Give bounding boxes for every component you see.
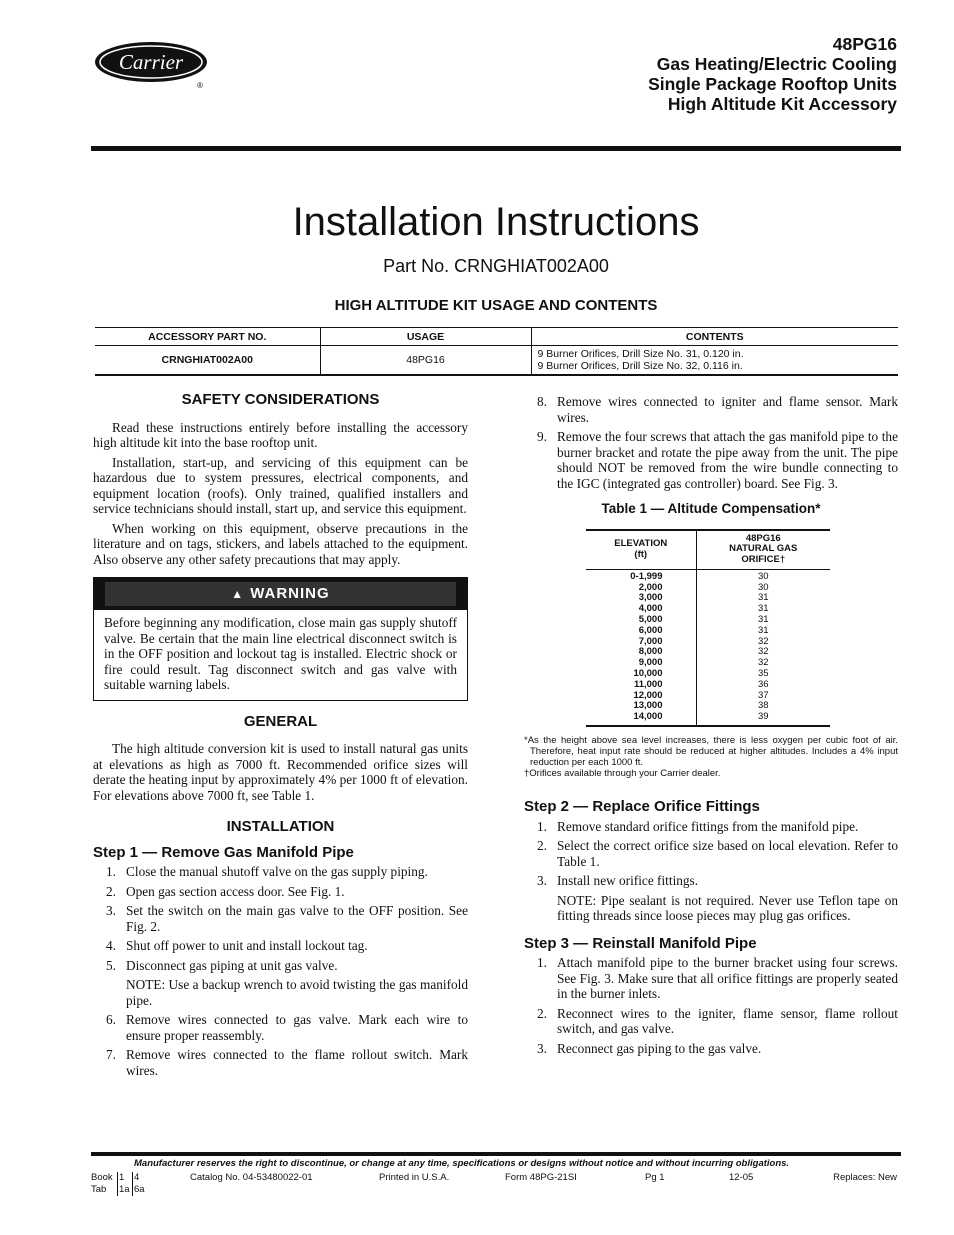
top-rule [91,146,901,151]
book-label: Book [91,1172,113,1183]
footer-divider [132,1172,133,1196]
orifice-value: 35 [757,668,769,680]
kit-table [95,327,898,376]
registered-mark: ® [197,81,203,90]
right-column [524,394,898,1060]
step1-note: NOTE: Use a backup wrench to avoid twisting the gas manifold pipe. [126,977,468,1008]
safety-paragraph: Read these instructions entirely before installing the accessory high altitude kit into the base rooftop unit. [93,419,468,450]
elevation-value: 14,000 [633,711,663,723]
carrier-logo [93,40,213,90]
step2-heading: Step 2 — Replace Orifice Fittings [524,798,760,816]
list-item: 5. Disconnect gas piping at unit gas valve. [106,957,338,973]
page-title: Installation Instructions [292,200,700,244]
step2-note: NOTE: Pipe sealant is not required. Never use Teflon tape on fitting threads since loose pieces may plug gas orifices. [557,892,898,924]
left-column [93,392,468,1082]
replaces: Replaces: New [833,1172,897,1183]
orifice-value: 32 [757,635,769,647]
product-line: High Altitude Kit Accessory [667,94,897,114]
list-item: 6. Remove wires connected to gas valve. Mark each wire to ensure proper reassembly. [106,1012,468,1043]
product-line: Gas Heating/Electric Cooling [656,54,897,74]
orifice-value: 32 [757,646,769,658]
orifice-values [696,569,830,726]
list-item: 2. Open gas section access door. See Fig. 1. [106,883,345,899]
list-item: 3. Set the switch on the main gas valve to the OFF position. See Fig. 2. [106,903,468,934]
contents-line: 9 Burner Orifices, Drill Size No. 32, 0.116 in. [537,359,743,372]
tab-label: Tab [91,1184,107,1195]
step1-list-right [524,394,898,491]
elevation-value: 0-1,999 [630,570,663,582]
orifice-value: 31 [757,603,769,615]
book-2: 4 [134,1172,140,1183]
date: 12-05 [729,1172,754,1183]
book-1: 1 [119,1172,125,1183]
disclaimer: Manufacturer reserves the right to discontinue, or change at any time, specifications or designs without notice and without incurring obligations. [134,1158,790,1169]
warning-triangle-icon: ▲ [231,587,245,601]
elevation-value: 6,000 [638,624,663,636]
elevation-value: 5,000 [638,614,663,626]
list-item: 4. Shut off power to unit and install lockout tag. [106,938,368,953]
orifice-value: 30 [757,581,769,593]
step1-list-cont [93,1012,468,1078]
list-item: 2. Select the correct orifice size based on local elevation. Refer to Table 1. [537,838,898,869]
list-item: 3. Install new orifice fittings. [537,873,699,889]
elevation-values [586,569,696,726]
orifice-value: 31 [757,614,769,626]
tab-2: 6a [134,1184,145,1195]
elevation-value: 8,000 [638,646,663,658]
elevation-header: ELEVATION (ft) [586,530,696,570]
elevation-value: 11,000 [633,678,663,690]
table-row [586,569,830,726]
elevation-value: 13,000 [633,700,663,712]
elevation-value: 12,000 [633,689,663,701]
footnote: †Orifices available through your Carrier dealer. [524,768,721,780]
orifice-value: 31 [757,592,769,604]
contents-line: 9 Burner Orifices, Drill Size No. 31, 0.120 in. [537,347,744,360]
orifice-value: 37 [757,689,769,701]
general-heading: GENERAL [243,712,318,730]
elevation-value: 9,000 [638,657,663,669]
tab-1: 1a [119,1184,130,1195]
step2-list [524,819,898,889]
elevation-value: 4,000 [638,603,663,615]
general-paragraph: The high altitude conversion kit is used to install natural gas units at elevations as high as 7000 ft. Recommended orifice sizes will derate the heating input by approximately 4% per 1000 ft of elevation. For elevations above 7000 ft, see Table 1. [93,741,468,803]
altitude-table [586,529,830,728]
elevation-value: 2,000 [638,581,663,593]
kit-heading: HIGH ALTITUDE KIT USAGE AND CONTENTS [334,297,658,314]
warning-box [93,577,468,701]
kit-table-header [95,328,898,346]
list-item: 3. Reconnect gas piping to the gas valve. [537,1040,762,1056]
footer-divider [117,1172,118,1196]
printed-in: Printed in U.S.A. [379,1172,450,1183]
header-accessory-part: ACCESSORY PART NO. [95,328,320,346]
product-line: Single Package Rooftop Units [648,74,897,94]
installation-heading: INSTALLATION [226,818,335,835]
form-number: Form 48PG-21SI [505,1172,577,1183]
page-number: Pg 1 [645,1172,665,1183]
header-contents: CONTENTS [531,328,898,346]
list-item: 7. Remove wires connected to the flame rollout switch. Mark wires. [106,1047,468,1078]
warning-header [94,578,467,610]
orifice-value: 39 [757,711,769,723]
bottom-rule [91,1152,901,1156]
safety-paragraph: Installation, start-up, and servicing of this equipment can be hazardous due to system pressures, electrical components, and equipment location (roofs). Only trained, qualified installers and service technicians should install, start up, and service this equipment. [93,454,468,516]
safety-heading: SAFETY CONSIDERATIONS [181,391,380,408]
step3-list [524,955,898,1056]
kit-usage: 48PG16 [320,346,531,375]
header-usage: USAGE [320,328,531,346]
orifice-value: 30 [757,570,769,582]
step1-list [93,864,468,973]
elevation-value: 7,000 [638,635,663,647]
step1-heading: Step 1 — Remove Gas Manifold Pipe [93,843,354,861]
orifice-value: 32 [757,657,769,669]
list-item: 2. Reconnect wires to the igniter, flame sensor, flame rollout switch, and gas valve. [537,1005,898,1037]
part-number: Part No. CRNGHIAT002A00 [383,256,609,276]
safety-paragraph: When working on this equipment, observe precautions in the literature and on tags, stickers, and labels attached to the equipment. Also observe any other safety precautions that may apply. [93,520,468,567]
product-line: 48PG16 [832,34,897,54]
orifice-value: 31 [757,624,769,636]
list-item: 1. Remove standard orifice fittings from the manifold pipe. [537,818,859,834]
logo-text: Carrier [118,50,184,74]
elevation-value: 10,000 [633,668,663,680]
orifice-value: 38 [757,700,769,712]
kit-part: CRNGHIAT002A00 [95,346,320,375]
warning-text: Before beginning any modification, close main gas supply shutoff valve. Be certain that the main line electrical disconnect switch is in the OFF position and lockout tag is installed. Electric shock or fire could result. Tag disconnect switch and gas valve with suitable warning labels. [104,615,457,692]
step3-heading: Step 3 — Reinstall Manifold Pipe [524,934,757,952]
warning-label: WARNING [250,585,330,602]
list-item: 1. Attach manifold pipe to the burner bracket using four screws. See Fig. 3. Make sure that all orifice fittings are properly seated in the burner inlets. [537,955,898,1002]
orifice-value: 36 [757,678,769,690]
table1-title: Table 1 — Altitude Compensation* [601,501,821,516]
list-item: 8. Remove wires connected to igniter and flame sensor. Mark wires. [537,394,898,425]
product-heading [648,34,897,114]
footnote: *As the height above sea level increases, there is less oxygen per cubic foot of air. Therefore, heat input rate should be reduced at higher altitudes. Includes a 4% input reduction per each 1000 ft. [524,735,898,769]
list-item: 9. Remove the four screws that attach the gas manifold pipe to the burner bracket and rotate the pipe away from the unit. The pipe should NOT be removed from the wire bundle connecting to the IGC (integrated gas controller) board. See Fig. 3. [537,429,898,491]
list-item: 1. Close the manual shutoff valve on the gas supply piping. [106,864,428,879]
elevation-value: 3,000 [638,592,663,604]
table1-footnotes [524,735,898,779]
orifice-header: 48PG16 NATURAL GAS ORIFICE† [696,530,830,570]
catalog-number: Catalog No. 04-53480022-01 [190,1172,313,1183]
table-row [95,346,898,375]
kit-contents [531,346,898,375]
